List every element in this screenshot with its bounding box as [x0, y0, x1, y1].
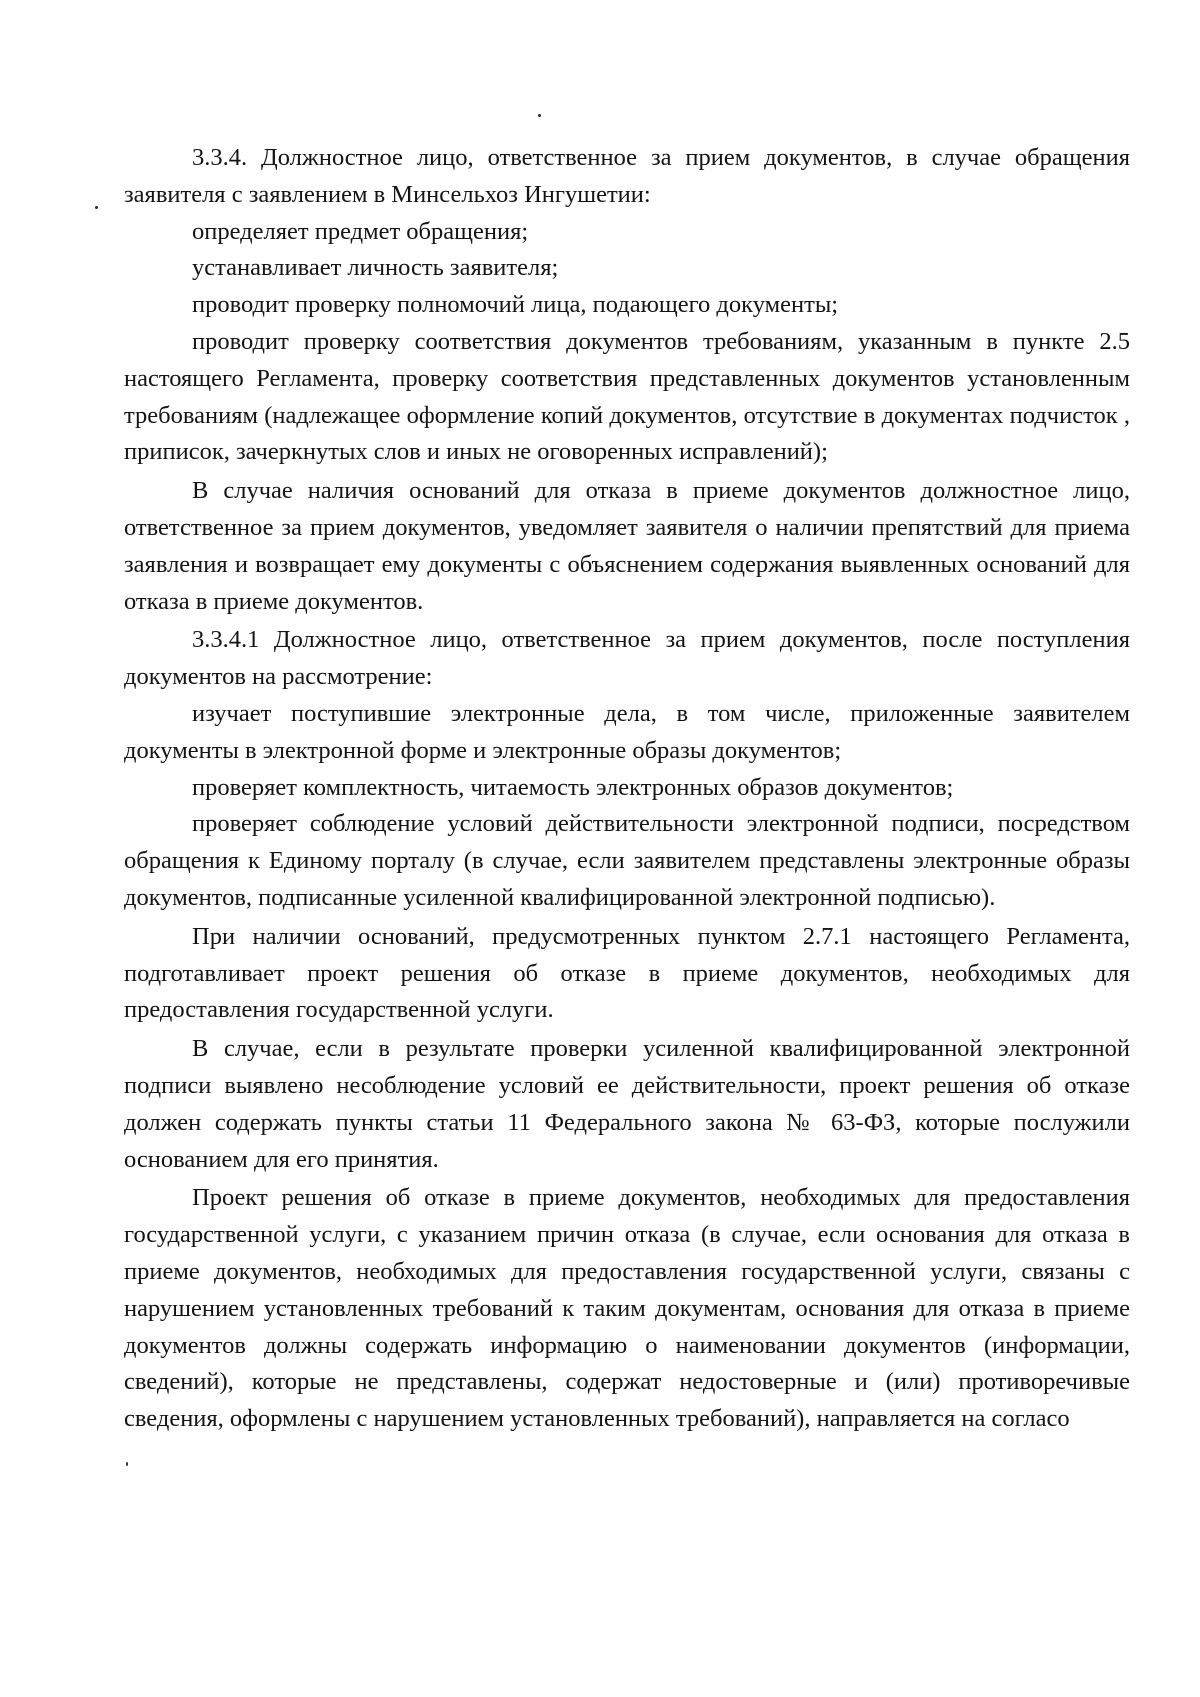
paragraph-refusal-draft: Проект решения об отказе в приеме документов, необходимых для предоставления государственной услуги, с указанием причин отказа (в случае, если основания для отказа в приеме документов, необходимых для предоставления государственной услуги, связаны с нарушением установленных требований к таким документам, основания для отказа в приеме документов должны содержать информацию о наименовании документов (информации, сведений), которые не представлены, содержат недостоверные и (или) противоречивые сведения, оформлены с нарушением установленных требований), направляется на согласо — [124, 1184, 1130, 1433]
paragraph-grounds-2-7-1: При наличии оснований, предусмотренных пунктом 2.7.1 настоящего Регламента, подготавливает проект решения об отказе в приеме документов, необходимых для предоставления государственной услуги. — [124, 922, 1130, 1024]
scan-speck — [126, 1462, 128, 1466]
paragraph-signature-failure: В случае, если в результате проверки усиленной квалифицированной электронной подписи выявлено несоблюдение условий ее действительности, проект решения об отказе должен содержать пункты статьи 11 Федерального закона № 63-ФЗ, которые послужили основанием для его принятия. — [124, 1035, 1130, 1173]
list-item-signature-check: проверяет соблюдение условий действительности электронной подписи, посредством обращения к Единому порталу (в случае, если заявителем представлены электронные образы документов, подписанные усиленной квалифицированной электронной подписью). — [124, 810, 1130, 911]
paragraph-3-3-4-1: 3.3.4.1 Должностное лицо, ответственное за прием документов, после поступления документов на рассмотрение: — [124, 626, 1130, 691]
scan-speck — [538, 114, 541, 117]
list-item-compliance: проводит проверку соответствия документов требованиям, указанным в пункте 2.5 настоящего Регламента, проверку соответствия представленных документов установленным требованиям (надлежащее оформление копий документов, отсутствие в документах подчисток , приписок, зачеркнутых слов и иных не оговоренных исправлений); — [124, 327, 1130, 466]
list-item-authority: проводит проверку полномочий лица, подающего документы; — [192, 291, 839, 319]
list-item-study-cases: изучает поступившие электронные дела, в том числе, приложенные заявителем документы в электронной форме и электронные образы документов; — [124, 699, 1130, 764]
document-body — [124, 140, 1130, 1438]
paragraph-3-3-4: 3.3.4. Должностное лицо, ответственное за прием документов, в случае обращения заявителя с заявлением в Минсельхоз Ингушетии: — [124, 144, 1130, 208]
list-item-identity: устанавливает личность заявителя; — [192, 254, 559, 282]
scan-speck — [95, 206, 98, 209]
list-item-completeness: проверяет комплектность, читаемость электронных образов документов; — [192, 773, 954, 801]
paragraph-refusal-grounds: В случае наличия оснований для отказа в приеме документов должностное лицо, ответственное за прием документов, уведомляет заявителя о наличии препятствий для приема заявления и возвращает ему документы с объяснением содержания выявленных оснований для отказа в приеме документов. — [124, 477, 1130, 615]
list-item-subject: определяет предмет обращения; — [192, 217, 529, 245]
